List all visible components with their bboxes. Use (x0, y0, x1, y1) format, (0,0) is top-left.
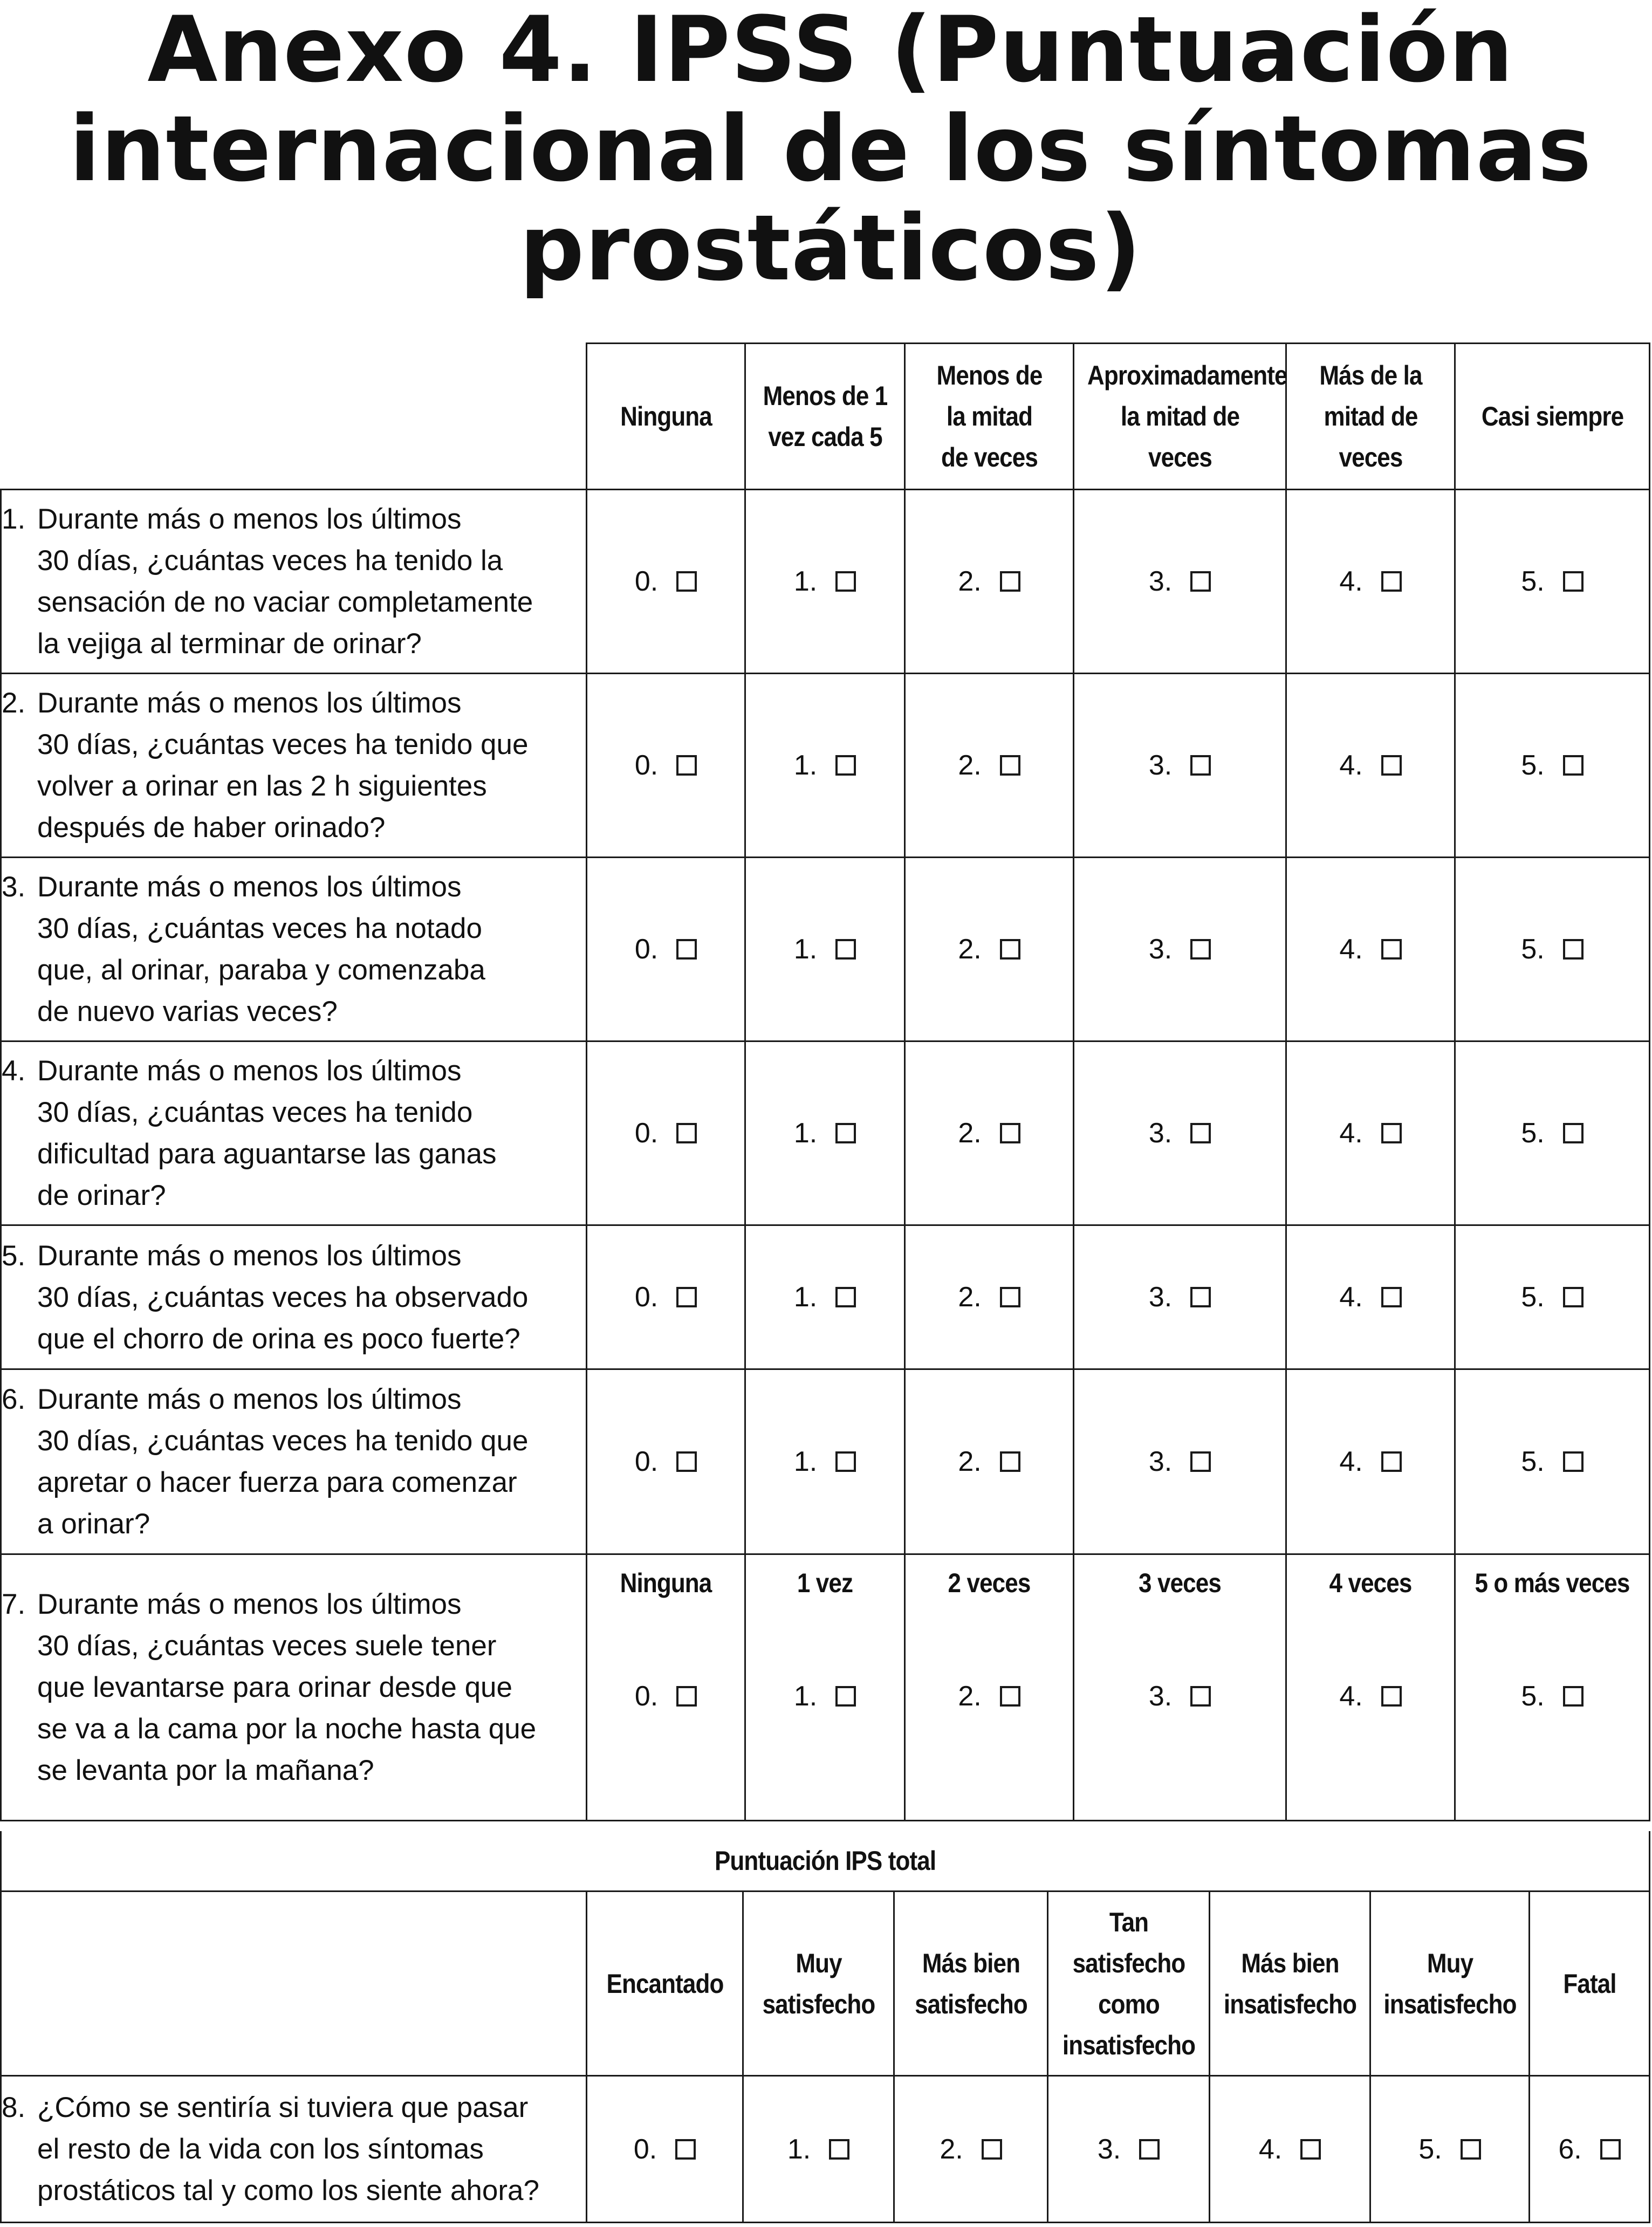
question-row-6 (1, 1369, 1650, 1554)
header-satisfaction-2 (903, 1892, 1039, 2076)
header-satisfaction-1-line: Muy (795, 1948, 842, 1978)
checkbox-q5-5[interactable] (1563, 1287, 1584, 1307)
q7-header-0: Ninguna (620, 1568, 712, 1598)
option-number: 0. (634, 566, 659, 597)
checkbox-q7-3[interactable] (1190, 1686, 1211, 1707)
checkbox-q2-3[interactable] (1190, 755, 1211, 776)
question-line: que el chorro de orina es poco fuerte? (37, 1323, 520, 1355)
question-number: 5. (2, 1239, 26, 1272)
checkbox-q3-0[interactable] (676, 939, 697, 960)
option-number: 1. (793, 566, 818, 597)
option-number: 1. (793, 1446, 818, 1477)
option-cell (745, 1369, 905, 1554)
option-cell (905, 490, 1074, 674)
question-line: ¿Cómo se sentiría si tuviera que pasar (37, 2092, 529, 2123)
option-number: 2. (958, 1118, 982, 1149)
header-frequency-4-line: veces (1339, 442, 1402, 472)
option-number: 5. (1521, 934, 1545, 965)
checkbox-q5-4[interactable] (1381, 1287, 1402, 1307)
question-line: 30 días, ¿cuántas veces ha tenido que (37, 729, 529, 760)
total-score-label: Puntuación IPS total (714, 1846, 936, 1876)
header-frequency-5-line: Casi siempre (1481, 401, 1623, 431)
question (2, 866, 586, 1032)
header-frequency-2-line: Menos de (936, 360, 1042, 390)
checkbox-q7-1[interactable] (835, 1686, 856, 1707)
question-line: dificultad para aguantarse las ganas (37, 1138, 497, 1170)
header-frequency-2-line: la mitad (946, 401, 1032, 431)
option-number: 5. (1521, 750, 1545, 781)
checkbox-q8-4[interactable] (1300, 2139, 1321, 2160)
checkbox-q6-2[interactable] (1000, 1451, 1020, 1472)
option-cell (905, 1369, 1074, 1554)
header-satisfaction-3-line: insatisfecho (1062, 2030, 1195, 2060)
question-row-8 (1, 2076, 1650, 2223)
checkbox-q2-4[interactable] (1381, 755, 1402, 776)
question (2, 1584, 586, 1791)
question-text (37, 866, 586, 1032)
checkbox-q2-0[interactable] (676, 755, 697, 776)
question-text-cell (1, 858, 587, 1041)
option-cell (1286, 490, 1455, 674)
q7-header-1: 1 vez (797, 1568, 853, 1598)
option-number: 2. (958, 1681, 982, 1712)
option-cell (587, 674, 745, 858)
checkbox-q7-2[interactable] (1000, 1686, 1020, 1707)
question-number: 7. (2, 1588, 26, 1620)
q7-header-5: 5 o más veces (1475, 1568, 1630, 1598)
option-number: 3. (1148, 1681, 1173, 1712)
header-satisfaction-5-line: Muy (1427, 1948, 1473, 1978)
header-satisfaction-0 (596, 1892, 734, 2076)
option-cell (587, 1041, 745, 1225)
checkbox-q6-0[interactable] (676, 1451, 697, 1472)
question-text-cell (1, 1554, 587, 1821)
question-text-cell (1, 2076, 587, 2223)
checkbox-q3-3[interactable] (1190, 939, 1211, 960)
header-frequency-4 (1296, 344, 1444, 490)
option-number: 0. (634, 1282, 659, 1313)
header-satisfaction-6 (1537, 1892, 1642, 2076)
option-cell (745, 1041, 905, 1225)
question (2, 1235, 586, 1360)
checkbox-q1-1[interactable] (835, 571, 856, 592)
option-number: 4. (1339, 1282, 1363, 1313)
question-line: que, al orinar, paraba y comenzaba (37, 954, 485, 986)
option-cell (905, 674, 1074, 858)
question-number: 4. (2, 1055, 26, 1087)
option-number: 4. (1339, 566, 1363, 597)
checkbox-q8-1[interactable] (829, 2139, 849, 2160)
option-number: 0. (634, 1681, 659, 1712)
option-number: 1. (793, 1118, 818, 1149)
checkbox-q8-6[interactable] (1600, 2139, 1621, 2160)
question-text (37, 498, 586, 664)
option-cell (1074, 1554, 1286, 1821)
option-cell (1370, 2076, 1530, 2223)
option-cell (894, 2076, 1048, 2223)
total-score-row (1, 1831, 1650, 1892)
option-cell (1286, 674, 1455, 858)
option-cell (1286, 1041, 1455, 1225)
title-line-2: internacional de los síntomas (69, 96, 1592, 202)
option-number: 4. (1339, 1446, 1363, 1477)
question-text (37, 1379, 586, 1545)
header-frequency-2 (915, 344, 1063, 490)
option-cell (745, 674, 905, 858)
option-number: 3. (1148, 1282, 1173, 1313)
option-cell (1455, 1041, 1650, 1225)
header-satisfaction-2-line: Más bien (922, 1948, 1020, 1978)
question-line: de nuevo varias veces? (37, 996, 338, 1027)
option-number: 2. (958, 934, 982, 965)
question-line: 30 días, ¿cuántas veces suele tener (37, 1630, 497, 1662)
option-number: 2. (958, 750, 982, 781)
checkbox-q4-0[interactable] (676, 1123, 697, 1143)
question-text (37, 682, 586, 848)
question-line: se va a la cama por la noche hasta que (37, 1713, 537, 1745)
question-text-cell (1, 1041, 587, 1225)
checkbox-q8-0[interactable] (675, 2139, 696, 2160)
option-number: 3. (1097, 2133, 1121, 2165)
checkbox-q3-4[interactable] (1381, 939, 1402, 960)
checkbox-q7-5[interactable] (1563, 1686, 1584, 1707)
q7-header-2: 2 veces (948, 1568, 1031, 1598)
option-cell (745, 1554, 905, 1821)
option-cell (1455, 674, 1650, 858)
question-text-cell (1, 674, 587, 858)
ipss-symptom-table (0, 342, 1650, 1821)
question-line: de orinar? (37, 1180, 166, 1211)
title-line-1: Anexo 4. IPSS (Puntuación (147, 0, 1514, 102)
option-number: 3. (1148, 1118, 1173, 1149)
checkbox-q6-1[interactable] (835, 1451, 856, 1472)
checkbox-q1-5[interactable] (1563, 571, 1584, 592)
satisfaction-header-row (1, 1892, 1650, 2076)
checkbox-q5-2[interactable] (1000, 1287, 1020, 1307)
question-line: 30 días, ¿cuántas veces ha notado (37, 913, 482, 944)
option-cell (1074, 1369, 1286, 1554)
question-line: prostáticos tal y como los siente ahora? (37, 2175, 539, 2207)
header-satisfaction-4-line: Más bien (1240, 1948, 1339, 1978)
checkbox-q8-5[interactable] (1461, 2139, 1481, 2160)
option-number: 0. (633, 2133, 657, 2165)
question-row-1 (1, 490, 1650, 674)
option-number: 4. (1339, 750, 1363, 781)
question-line: que levantarse para orinar desde que (37, 1671, 512, 1703)
question-line: Durante más o menos los últimos (37, 503, 462, 535)
checkbox-q6-5[interactable] (1563, 1451, 1584, 1472)
total-score-cell[interactable] (1, 1831, 1650, 1892)
checkbox-q4-3[interactable] (1190, 1123, 1211, 1143)
header-satisfaction-3 (1058, 1892, 1200, 2076)
option-cell (587, 2076, 743, 2223)
question-text-cell (1, 1369, 587, 1554)
checkbox-q3-1[interactable] (835, 939, 856, 960)
question-number: 6. (2, 1383, 26, 1415)
question (2, 2087, 586, 2211)
option-cell (1286, 1554, 1455, 1821)
checkbox-q1-0[interactable] (676, 571, 697, 592)
option-number: 5. (1521, 1282, 1545, 1313)
option-number: 5. (1521, 1118, 1545, 1149)
header-frequency-3-line: la mitad de veces (1120, 401, 1239, 472)
question-line: 30 días, ¿cuántas veces ha observado (37, 1281, 529, 1313)
question-number: 3. (2, 871, 26, 903)
option-cell (587, 490, 745, 674)
option-number: 2. (958, 1282, 982, 1313)
option-number: 3. (1148, 934, 1173, 965)
checkbox-q6-3[interactable] (1190, 1451, 1211, 1472)
question-number: 2. (2, 687, 26, 719)
question-row-4 (1, 1041, 1650, 1225)
option-number: 0. (634, 1118, 659, 1149)
question-line: 30 días, ¿cuántas veces ha tenido que (37, 1425, 529, 1457)
question-row-2 (1, 674, 1650, 858)
option-cell (745, 1225, 905, 1369)
option-number: 5. (1521, 1446, 1545, 1477)
header-satisfaction-3-line: Tan (1109, 1907, 1148, 1937)
option-number: 2. (940, 2133, 963, 2165)
header-satisfaction-5-line: insatisfecho (1383, 1989, 1517, 2019)
question-line: la vejiga al terminar de orinar? (37, 628, 422, 660)
option-cell (1074, 674, 1286, 858)
checkbox-q3-2[interactable] (1000, 939, 1020, 960)
option-cell (587, 1225, 745, 1369)
checkbox-q7-0[interactable] (676, 1686, 697, 1707)
q7-option (1287, 1599, 1454, 1712)
option-cell (905, 1225, 1074, 1369)
checkbox-q5-1[interactable] (835, 1287, 856, 1307)
option-cell (1286, 858, 1455, 1041)
option-number: 5. (1521, 566, 1545, 597)
satisfaction-table (0, 1831, 1650, 2223)
option-number: 5. (1521, 1681, 1545, 1712)
option-cell (905, 1041, 1074, 1225)
option-number: 6. (1558, 2133, 1582, 2165)
question-line: Durante más o menos los últimos (37, 1055, 462, 1087)
question (2, 1050, 586, 1216)
checkbox-q2-1[interactable] (835, 755, 856, 776)
option-number: 3. (1148, 1446, 1173, 1477)
header-frequency-2-line: de veces (941, 442, 1038, 472)
option-cell (587, 1369, 745, 1554)
option-cell (1074, 1225, 1286, 1369)
checkbox-q2-2[interactable] (1000, 755, 1020, 776)
option-number: 4. (1339, 934, 1363, 965)
option-number: 0. (634, 934, 659, 965)
question-line: se levanta por la mañana? (37, 1755, 374, 1786)
q7-option (746, 1599, 904, 1712)
option-cell (1074, 858, 1286, 1041)
option-number: 4. (1339, 1681, 1363, 1712)
header-satisfaction-3-line: satisfecho (1072, 1948, 1185, 1978)
checkbox-q4-2[interactable] (1000, 1123, 1020, 1143)
checkbox-q5-3[interactable] (1190, 1287, 1211, 1307)
option-number: 1. (793, 1681, 818, 1712)
option-number: 5. (1418, 2133, 1442, 2165)
option-cell (587, 1554, 745, 1821)
header-frequency-0-line: Ninguna (620, 401, 712, 431)
question-text (37, 2087, 586, 2211)
option-cell (1530, 2076, 1650, 2223)
checkbox-q4-4[interactable] (1381, 1123, 1402, 1143)
checkbox-q3-5[interactable] (1563, 939, 1584, 960)
header-satisfaction-2-line: satisfecho (914, 1989, 1027, 2019)
title-line-3: prostáticos) (519, 195, 1142, 301)
checkbox-q4-5[interactable] (1563, 1123, 1584, 1143)
question-text-cell (1, 490, 587, 674)
header-frequency-3-line: Aproximadamente (1087, 360, 1287, 390)
option-cell (1074, 1041, 1286, 1225)
checkbox-q8-3[interactable] (1139, 2139, 1160, 2160)
frequency-header-row (1, 344, 1650, 490)
question-line: sensación de no vaciar completamente (37, 586, 533, 618)
header-satisfaction-5 (1380, 1892, 1520, 2076)
option-cell (905, 858, 1074, 1041)
option-cell (905, 1554, 1074, 1821)
option-cell (745, 490, 905, 674)
option-cell (1286, 1369, 1455, 1554)
question-text (37, 1050, 586, 1216)
header-frequency-1 (755, 344, 895, 490)
option-cell (1455, 858, 1650, 1041)
option-number: 2. (958, 566, 982, 597)
option-cell (1210, 2076, 1370, 2223)
empty-corner-cell (1, 344, 587, 490)
option-number: 4. (1258, 2133, 1283, 2165)
checkbox-q1-4[interactable] (1381, 571, 1402, 592)
q7-header-4: 4 veces (1329, 1568, 1412, 1598)
option-number: 1. (787, 2133, 811, 2165)
option-number: 1. (793, 750, 818, 781)
q7-option (1074, 1599, 1285, 1712)
question-line: apretar o hacer fuerza para comenzar (37, 1467, 517, 1498)
option-number: 2. (958, 1446, 982, 1477)
header-satisfaction-3-line: como (1098, 1989, 1160, 2019)
question-line: Durante más o menos los últimos (37, 687, 462, 719)
question-line: después de haber orinado? (37, 812, 386, 844)
question-row-5 (1, 1225, 1650, 1369)
header-satisfaction-1 (752, 1892, 885, 2076)
option-number: 3. (1148, 750, 1173, 781)
header-satisfaction-4 (1219, 1892, 1360, 2076)
question-line: Durante más o menos los últimos (37, 1239, 462, 1272)
checkbox-q8-2[interactable] (982, 2139, 1002, 2160)
question (2, 682, 586, 848)
checkbox-q2-5[interactable] (1563, 755, 1584, 776)
header-satisfaction-1-line: satisfecho (762, 1989, 875, 2019)
question (2, 1379, 586, 1545)
checkbox-q5-0[interactable] (676, 1287, 697, 1307)
option-cell (1455, 1369, 1650, 1554)
question-line: a orinar? (37, 1508, 150, 1540)
header-frequency-1-line: vez cada 5 (767, 422, 882, 452)
empty-cell (1, 1892, 587, 2076)
q7-header-3: 3 veces (1139, 1568, 1221, 1598)
question-line: el resto de la vida con los síntomas (37, 2133, 484, 2165)
header-satisfaction-0-line: Encantado (606, 1968, 724, 1999)
header-frequency-5 (1466, 344, 1638, 490)
option-number: 0. (634, 750, 659, 781)
page-title (32, 0, 1629, 301)
checkbox-q1-3[interactable] (1190, 571, 1211, 592)
q7-option (587, 1599, 744, 1712)
header-satisfaction-4-line: insatisfecho (1223, 1989, 1356, 2019)
q7-option (1456, 1599, 1649, 1712)
option-number: 0. (634, 1446, 659, 1477)
option-number: 1. (793, 934, 818, 965)
question-row-3 (1, 858, 1650, 1041)
question-line: Durante más o menos los últimos (37, 1383, 462, 1415)
option-number: 1. (793, 1282, 818, 1313)
question (2, 498, 586, 664)
option-cell (1455, 1554, 1650, 1821)
question-number: 8. (2, 2092, 26, 2123)
question-line: volver a orinar en las 2 h siguientes (37, 770, 487, 802)
checkbox-q1-2[interactable] (1000, 571, 1020, 592)
option-cell (1074, 490, 1286, 674)
header-frequency-3 (1086, 344, 1287, 490)
header-frequency-4-line: Más de la (1319, 360, 1422, 390)
header-frequency-4-line: mitad de (1324, 401, 1417, 431)
option-cell (743, 2076, 894, 2223)
header-frequency-1-line: Menos de 1 (763, 381, 887, 411)
checkbox-q6-4[interactable] (1381, 1451, 1402, 1472)
question-row-7 (1, 1554, 1650, 1821)
option-cell (587, 858, 745, 1041)
option-cell (1455, 490, 1650, 674)
option-number: 4. (1339, 1118, 1363, 1149)
option-cell (1048, 2076, 1210, 2223)
question-text (37, 1584, 586, 1791)
option-number: 3. (1148, 566, 1173, 597)
option-cell (1455, 1225, 1650, 1369)
option-cell (1286, 1225, 1455, 1369)
question-number: 1. (2, 503, 26, 535)
q7-option (906, 1599, 1073, 1712)
checkbox-q7-4[interactable] (1381, 1686, 1402, 1707)
question-line: Durante más o menos los últimos (37, 871, 462, 903)
question-text-cell (1, 1225, 587, 1369)
question-text (37, 1235, 586, 1360)
question-line: 30 días, ¿cuántas veces ha tenido (37, 1097, 473, 1128)
question-line: Durante más o menos los últimos (37, 1588, 462, 1620)
header-satisfaction-6-line: Fatal (1562, 1968, 1616, 1999)
option-cell (745, 858, 905, 1041)
checkbox-q4-1[interactable] (835, 1123, 856, 1143)
question-line: 30 días, ¿cuántas veces ha tenido la (37, 545, 503, 577)
header-frequency-0 (596, 344, 736, 490)
